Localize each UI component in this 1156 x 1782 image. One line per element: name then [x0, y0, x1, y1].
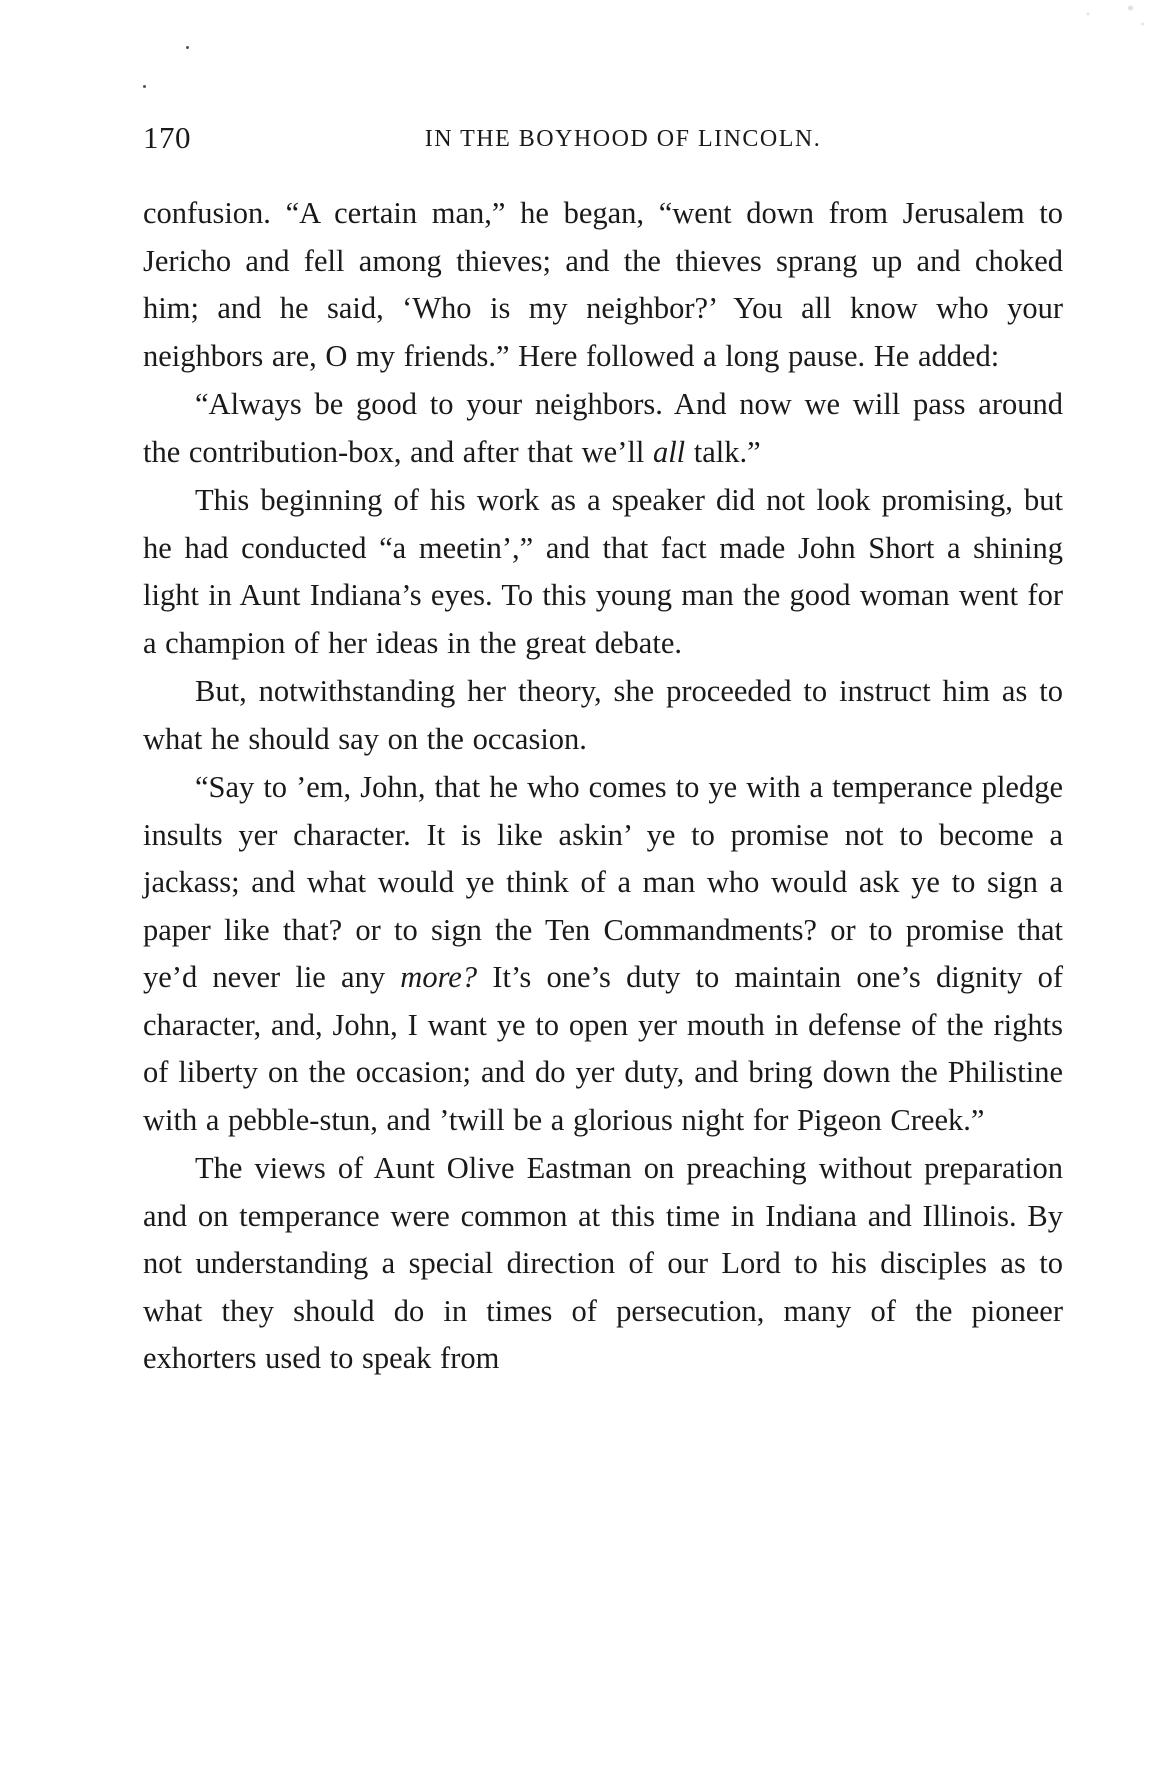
text-run: This beginning of his work as a speaker did not look promising, but he had conducted “a meetin’,” and that fact made John Short a shining light in Aunt Indiana’s eyes. To this young man the good woman went for a champion of her ideas in the great debate. [143, 483, 1063, 660]
paragraph [143, 1145, 1063, 1383]
page-header [143, 120, 1063, 160]
text-run: talk.” [685, 434, 761, 469]
ink-speck [186, 46, 189, 49]
paragraph [143, 764, 1063, 1144]
text-run: It’s one’s duty to maintain one’s dignity of character, and, John, I want ye to open yer mouth in defense of the rights of liberty on the occasion; and do yer duty, and bring down the Philistine with a pebble-stun, and ’twill be a glorious night for Pigeon Creek.” [143, 960, 1064, 1137]
italic-text-run: all [652, 434, 686, 469]
body-text [143, 190, 1063, 1383]
paragraph [143, 190, 1063, 380]
text-run: “Say to ’em, John, that he who comes to ye with a temperance pledge insults yer character. It is like askin’ ye to promise not to become a jackass; and what would ye think of a man who would ask ye to sign a paper like that? or to sign the Ten Commandments? or to promise that ye’d never lie any [143, 770, 1063, 994]
text-run: But, notwithstanding her theory, she proceeded to instruct him as to what he should say on the occasion. [143, 674, 1063, 756]
paper-speckle-corner [986, 0, 1156, 40]
page-number: 170 [143, 120, 191, 155]
paragraph [143, 381, 1063, 476]
paragraph [143, 668, 1063, 763]
ink-speck [143, 85, 146, 88]
paragraph [143, 477, 1063, 667]
italic-text-run: more? [400, 960, 478, 994]
running-head: IN THE BOYHOOD OF LINCOLN. [424, 126, 822, 152]
text-run: confusion. “A certain man,” he began, “went down from Jerusalem to Jericho and fell among thieves; and the thieves sprang up and choked him; and he said, ‘Who is my neighbor?’ You all know who your neighbors are, O my friends.” Here followed a long pause. He added: [143, 196, 1063, 373]
text-run: The views of Aunt Olive Eastman on preaching without preparation and on temperance were common at this time in Indiana and Illinois. By not understanding a special direction of our Lord to his disciples as to what they should do in times of persecution, many of the pioneer exhorters used to speak from [143, 1151, 1063, 1375]
text-run: “Always be good to your neighbors. And now we will pass around the contribution-box, and after that we’ll [143, 387, 1063, 469]
